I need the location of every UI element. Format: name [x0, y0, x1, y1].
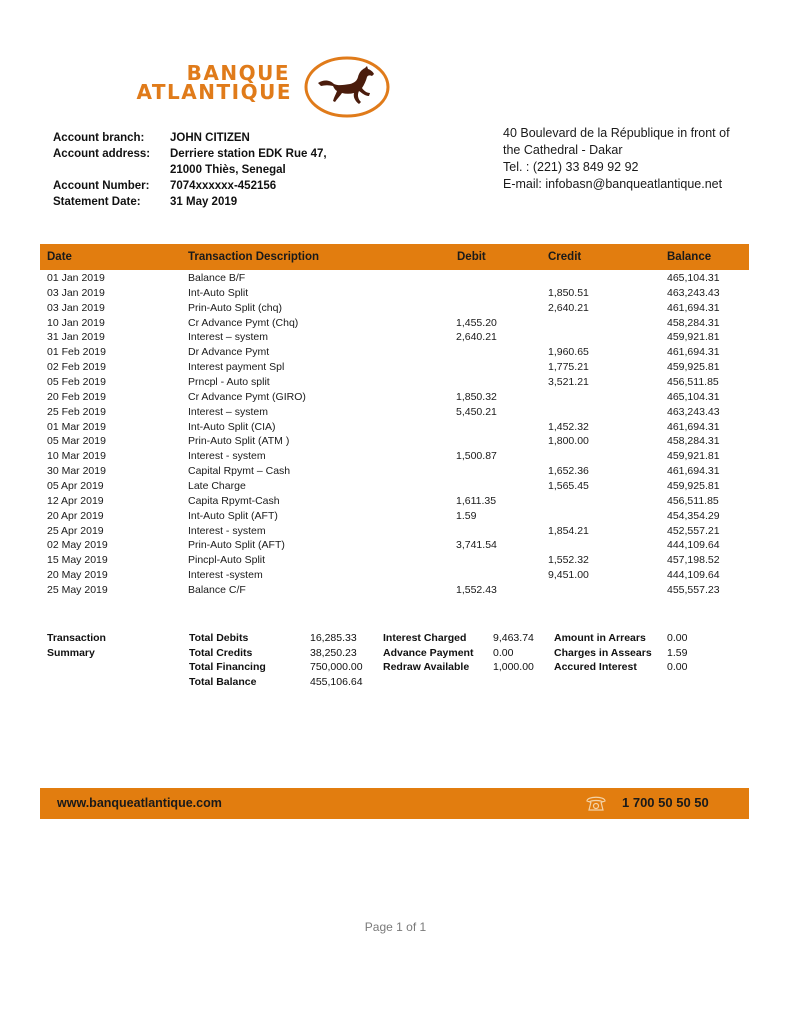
row-balance: 461,694.31 — [667, 420, 720, 433]
summary-label: Charges in Assears — [554, 646, 652, 659]
row-description: Interest - system — [188, 524, 266, 537]
row-credit: 1,552.32 — [548, 554, 589, 567]
row-date: 25 Apr 2019 — [47, 524, 104, 537]
table-row — [0, 420, 791, 435]
row-description: Prin-Auto Split (chq) — [188, 301, 282, 314]
row-credit: 1,854.21 — [548, 524, 589, 537]
row-debit: 1,552.43 — [456, 584, 497, 597]
row-description: Interest – system — [188, 405, 268, 418]
row-description: Cr Advance Pymt (GIRO) — [188, 390, 306, 403]
row-debit: 1,455.20 — [456, 316, 497, 329]
summary-label: Total Credits — [189, 646, 253, 659]
statement-date-label: Statement Date: — [53, 196, 141, 208]
table-row — [0, 301, 791, 316]
row-credit: 1,960.65 — [548, 346, 589, 359]
row-date: 02 Feb 2019 — [47, 361, 106, 374]
summary-label: Total Financing — [189, 661, 266, 673]
footer-bar — [40, 788, 749, 819]
logo-line-2: ATLANTIQUE — [136, 80, 292, 104]
logo-line-1: BANQUE — [186, 61, 290, 85]
row-balance: 463,243.43 — [667, 286, 720, 299]
account-number-value: 7074xxxxxx-452156 — [170, 180, 277, 192]
table-row — [0, 375, 791, 390]
column-header-balance: Balance — [667, 251, 712, 263]
row-date: 20 Apr 2019 — [47, 509, 104, 522]
table-row — [0, 316, 791, 331]
summary-group-1-values — [310, 631, 363, 689]
table-row — [0, 583, 791, 598]
transactions-table-body — [0, 271, 791, 598]
page-number: Page 1 of 1 — [364, 920, 427, 934]
table-row — [0, 434, 791, 449]
row-date: 31 Jan 2019 — [47, 331, 105, 344]
row-description: Int-Auto Split (CIA) — [188, 420, 276, 433]
row-description: Cr Advance Pymt (Chq) — [188, 316, 299, 329]
row-balance: 457,198.52 — [667, 554, 720, 567]
table-row — [0, 390, 791, 405]
row-description: Prncpl - Auto split — [188, 376, 270, 389]
row-balance: 456,511.85 — [667, 494, 719, 507]
table-row — [0, 330, 791, 345]
row-credit: 1,452.32 — [548, 420, 589, 433]
row-date: 12 Apr 2019 — [47, 494, 104, 507]
transactions-table-header — [40, 244, 749, 270]
row-date: 03 Jan 2019 — [47, 301, 105, 314]
row-balance: 444,109.64 — [667, 569, 720, 582]
summary-label: Total Debits — [189, 632, 249, 644]
row-date: 20 Feb 2019 — [47, 390, 106, 403]
row-debit: 2,640.21 — [456, 331, 497, 344]
summary-label: Amount in Arrears — [554, 632, 646, 644]
table-row — [0, 494, 791, 509]
row-balance: 463,243.43 — [667, 405, 720, 418]
summary-value: 16,285.33 — [310, 632, 357, 644]
row-description: Prin-Auto Split (ATM ) — [188, 435, 290, 448]
row-balance: 465,104.31 — [667, 272, 720, 284]
column-header-description: Transaction Description — [188, 251, 320, 263]
table-row — [0, 286, 791, 301]
account-number-label: Account Number: — [53, 180, 150, 192]
summary-value: 0.00 — [667, 632, 688, 644]
row-balance: 455,557.23 — [667, 584, 720, 597]
row-debit: 1,500.87 — [456, 450, 497, 463]
row-balance: 456,511.85 — [667, 376, 719, 389]
row-balance: 458,284.31 — [667, 316, 720, 329]
summary-value: 38,250.23 — [310, 646, 357, 659]
summary-value: 0.00 — [493, 646, 514, 659]
row-balance: 459,925.81 — [667, 480, 720, 493]
summary-label: Total Balance — [189, 675, 257, 688]
account-address-line-1: Derriere station EDK Rue 47, — [170, 148, 327, 160]
row-description: Interest - system — [188, 450, 266, 463]
bank-telephone: Tel. : (221) 33 849 92 92 — [503, 160, 639, 174]
table-row — [0, 360, 791, 375]
row-date: 05 Feb 2019 — [47, 376, 106, 389]
row-description: Interest – system — [188, 331, 268, 344]
summary-label: Advance Payment — [383, 646, 474, 659]
summary-value: 9,463.74 — [493, 632, 534, 644]
row-date: 25 Feb 2019 — [47, 405, 106, 418]
row-date: 02 May 2019 — [47, 539, 108, 552]
account-branch-label: Account branch: — [53, 132, 145, 144]
row-description: Pincpl-Auto Split — [188, 554, 266, 567]
row-credit: 1,652.36 — [548, 465, 589, 478]
row-balance: 459,921.81 — [667, 331, 720, 344]
row-description: Prin-Auto Split (AFT) — [188, 539, 285, 552]
bank-address-line-1: 40 Boulevard de la République in front of — [503, 126, 730, 140]
row-debit: 1,611.35 — [456, 494, 497, 507]
table-row — [0, 538, 791, 553]
row-description: Capital Rpymt – Cash — [188, 465, 291, 478]
row-credit: 2,640.21 — [548, 301, 589, 314]
telephone-icon — [584, 793, 608, 813]
summary-value: 750,000.00 — [310, 661, 363, 673]
statement-date-value: 31 May 2019 — [170, 196, 238, 208]
row-date: 25 May 2019 — [47, 584, 108, 597]
table-row — [0, 553, 791, 568]
summary-group-2-values — [493, 631, 534, 675]
account-branch-value: JOHN CITIZEN — [170, 132, 250, 144]
table-row — [0, 568, 791, 583]
table-row — [0, 449, 791, 464]
row-description: Interest payment Spl — [188, 361, 285, 374]
row-credit: 1,800.00 — [548, 435, 589, 448]
table-row — [0, 405, 791, 420]
summary-group-1-labels — [189, 631, 266, 689]
table-row — [0, 271, 791, 286]
column-header-debit: Debit — [457, 251, 486, 263]
row-balance: 465,104.31 — [667, 390, 720, 403]
account-address-label: Account address: — [53, 148, 151, 160]
row-balance: 452,557.21 — [667, 524, 720, 537]
table-row — [0, 509, 791, 524]
row-debit: 5,450.21 — [456, 405, 497, 418]
row-balance: 458,284.31 — [667, 435, 720, 448]
row-credit: 3,521.21 — [548, 376, 589, 389]
row-description: Int-Auto Split (AFT) — [188, 509, 278, 522]
bank-email: E-mail: infobasn@banqueatlantique.net — [503, 177, 723, 191]
summary-value: 1,000.00 — [493, 661, 534, 673]
website-link[interactable]: www.banqueatlantique.com — [57, 796, 222, 810]
table-row — [0, 524, 791, 539]
row-date: 01 Mar 2019 — [47, 420, 106, 433]
row-balance: 444,109.64 — [667, 539, 720, 552]
row-date: 01 Jan 2019 — [47, 272, 105, 284]
row-date: 10 Mar 2019 — [47, 450, 106, 463]
column-header-credit: Credit — [548, 251, 582, 263]
row-debit: 1.59 — [456, 509, 477, 522]
row-date: 15 May 2019 — [47, 554, 108, 567]
row-description: Interest -system — [188, 569, 263, 582]
table-row — [0, 479, 791, 494]
table-row — [0, 345, 791, 360]
row-date: 30 Mar 2019 — [47, 465, 106, 478]
transaction-summary — [0, 631, 791, 691]
row-description: Dr Advance Pymt — [188, 346, 270, 359]
summary-group-2-labels — [383, 631, 473, 675]
row-balance: 461,694.31 — [667, 301, 720, 314]
summary-label: Accured Interest — [554, 661, 637, 673]
row-description: Capita Rpymt-Cash — [188, 494, 280, 507]
row-debit: 3,741.54 — [456, 539, 497, 552]
row-credit: 1,850.51 — [548, 286, 589, 299]
row-credit: 9,451.00 — [548, 569, 589, 582]
summary-label: Redraw Available — [383, 661, 470, 673]
summary-value: 1.59 — [667, 646, 688, 659]
row-description: Late Charge — [188, 480, 246, 493]
bank-contact-block — [503, 125, 730, 193]
row-description: Int-Auto Split — [188, 286, 249, 299]
bank-logo-wordmark — [60, 61, 292, 104]
row-balance: 459,921.81 — [667, 450, 720, 463]
row-debit: 1,850.32 — [456, 390, 497, 403]
row-date: 05 Apr 2019 — [47, 480, 104, 493]
horse-emblem-icon — [304, 55, 390, 119]
row-credit: 1,565.45 — [548, 480, 589, 493]
row-balance: 459,925.81 — [667, 361, 720, 374]
row-date: 05 Mar 2019 — [47, 435, 106, 448]
summary-value: 0.00 — [667, 661, 688, 673]
table-row — [0, 464, 791, 479]
row-description: Balance C/F — [188, 584, 246, 597]
summary-label: Interest Charged — [383, 632, 467, 644]
account-address-line-2: 21000 Thiès, Senegal — [170, 164, 286, 176]
row-date: 01 Feb 2019 — [47, 346, 106, 359]
bank-address-line-2: the Cathedral - Dakar — [503, 143, 623, 157]
row-date: 20 May 2019 — [47, 569, 108, 582]
summary-value: 455,106.64 — [310, 675, 363, 688]
row-balance: 461,694.31 — [667, 465, 720, 478]
row-date: 03 Jan 2019 — [47, 286, 105, 299]
summary-group-3-values — [667, 631, 687, 675]
phone-number: 1 700 50 50 50 — [622, 795, 709, 810]
column-header-date: Date — [47, 251, 72, 263]
row-credit: 1,775.21 — [548, 361, 589, 374]
row-balance: 454,354.29 — [667, 509, 720, 522]
summary-title: Transaction Summary — [47, 632, 106, 659]
row-balance: 461,694.31 — [667, 346, 720, 359]
row-date: 10 Jan 2019 — [47, 316, 105, 329]
summary-group-3-labels — [554, 631, 652, 675]
account-info — [53, 130, 327, 210]
row-description: Balance B/F — [188, 272, 246, 284]
